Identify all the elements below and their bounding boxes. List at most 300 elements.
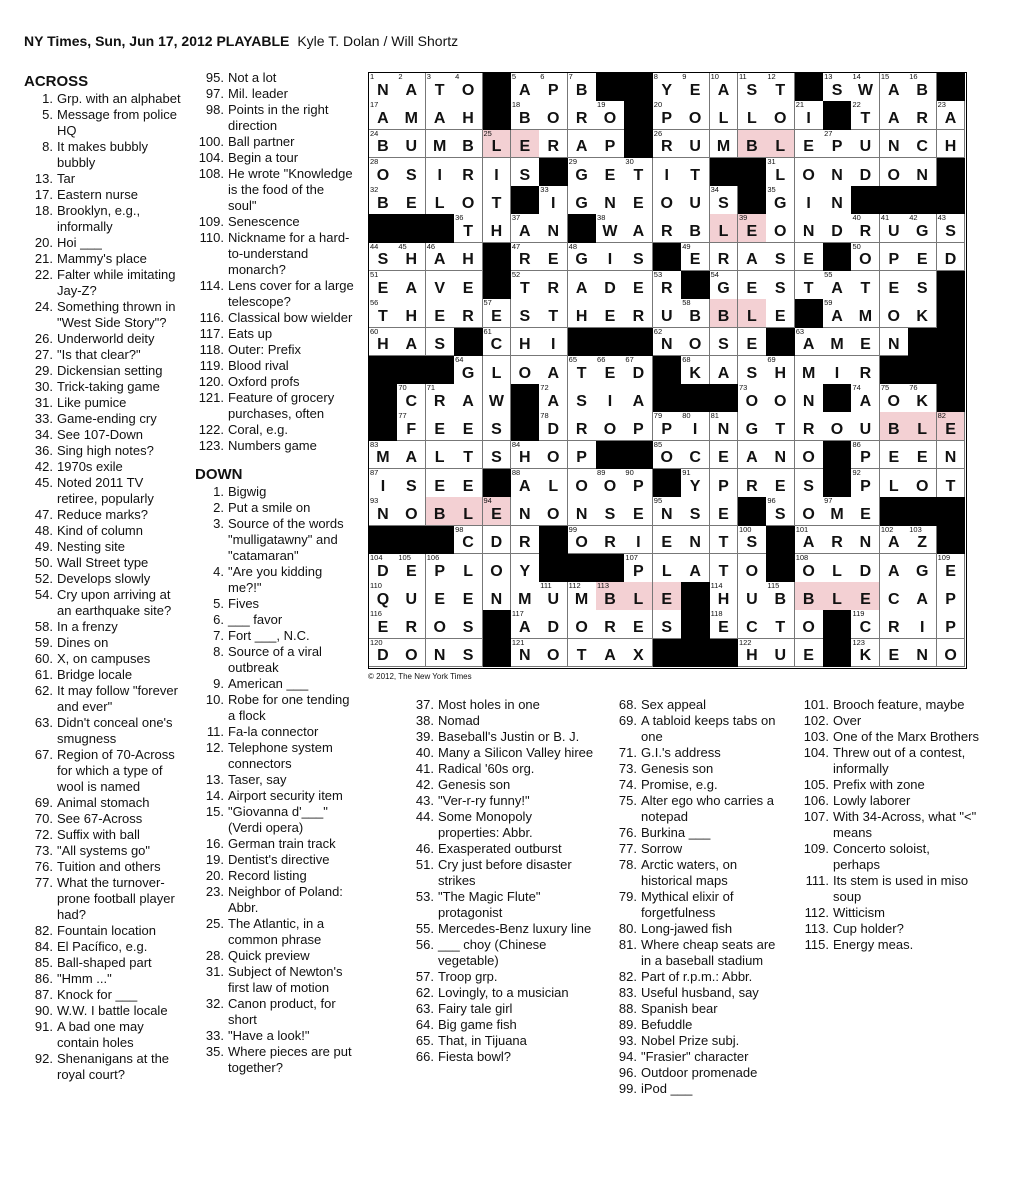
grid-cell[interactable] bbox=[908, 243, 937, 272]
grid-cell[interactable] bbox=[795, 243, 824, 272]
clue-item[interactable] bbox=[24, 955, 184, 971]
grid-cell[interactable] bbox=[738, 130, 767, 159]
grid-cell[interactable] bbox=[539, 384, 568, 413]
grid-cell[interactable] bbox=[568, 299, 597, 328]
grid-cell[interactable] bbox=[766, 186, 795, 215]
grid-cell[interactable] bbox=[766, 214, 795, 243]
grid-cell[interactable] bbox=[369, 328, 398, 357]
grid-cell[interactable] bbox=[426, 610, 455, 639]
grid-cell[interactable] bbox=[710, 554, 739, 583]
grid-cell[interactable] bbox=[369, 582, 398, 611]
clue-item[interactable] bbox=[405, 793, 595, 809]
grid-cell[interactable] bbox=[653, 328, 682, 357]
clue-item[interactable] bbox=[195, 484, 355, 500]
grid-cell[interactable] bbox=[624, 526, 653, 555]
clue-item[interactable] bbox=[195, 1044, 355, 1076]
grid-cell[interactable] bbox=[681, 554, 710, 583]
clue-item[interactable] bbox=[24, 747, 184, 795]
grid-cell[interactable] bbox=[596, 384, 625, 413]
grid-cell[interactable] bbox=[851, 526, 880, 555]
grid-cell[interactable] bbox=[653, 271, 682, 300]
grid-cell[interactable] bbox=[653, 412, 682, 441]
grid-cell[interactable] bbox=[710, 130, 739, 159]
grid-cell[interactable] bbox=[511, 582, 540, 611]
grid-cell[interactable] bbox=[710, 469, 739, 498]
grid-cell[interactable] bbox=[369, 469, 398, 498]
clue-item[interactable] bbox=[608, 985, 788, 1001]
grid-cell[interactable] bbox=[738, 554, 767, 583]
grid-cell[interactable] bbox=[596, 639, 625, 668]
grid-cell[interactable] bbox=[426, 554, 455, 583]
grid-cell[interactable] bbox=[596, 214, 625, 243]
grid-cell[interactable] bbox=[426, 412, 455, 441]
grid-cell[interactable] bbox=[596, 497, 625, 526]
grid-cell[interactable] bbox=[681, 299, 710, 328]
grid-cell[interactable] bbox=[766, 356, 795, 385]
grid-cell[interactable] bbox=[766, 271, 795, 300]
grid-cell[interactable] bbox=[851, 469, 880, 498]
grid-cell[interactable] bbox=[851, 299, 880, 328]
grid-cell[interactable] bbox=[908, 582, 937, 611]
grid-cell[interactable] bbox=[795, 639, 824, 668]
grid-cell[interactable] bbox=[653, 73, 682, 102]
clue-item[interactable] bbox=[24, 523, 184, 539]
clue-item[interactable] bbox=[405, 1049, 595, 1065]
grid-cell[interactable] bbox=[369, 158, 398, 187]
grid-cell[interactable] bbox=[568, 73, 597, 102]
clue-item[interactable] bbox=[24, 587, 184, 619]
clue-item[interactable] bbox=[405, 697, 595, 713]
clue-item[interactable] bbox=[24, 459, 184, 475]
clue-item[interactable] bbox=[24, 395, 184, 411]
grid-cell[interactable] bbox=[681, 214, 710, 243]
clue-item[interactable] bbox=[405, 921, 595, 937]
grid-cell[interactable] bbox=[539, 130, 568, 159]
grid-cell[interactable] bbox=[738, 441, 767, 470]
grid-cell[interactable] bbox=[851, 610, 880, 639]
grid-cell[interactable] bbox=[426, 73, 455, 102]
clue-item[interactable] bbox=[24, 267, 184, 299]
grid-cell[interactable] bbox=[823, 271, 852, 300]
grid-cell[interactable] bbox=[681, 328, 710, 357]
grid-cell[interactable] bbox=[454, 441, 483, 470]
grid-cell[interactable] bbox=[937, 554, 966, 583]
grid-cell[interactable] bbox=[596, 101, 625, 130]
clue-item[interactable] bbox=[24, 683, 184, 715]
grid-cell[interactable] bbox=[908, 299, 937, 328]
grid-cell[interactable] bbox=[710, 271, 739, 300]
clue-item[interactable] bbox=[24, 187, 184, 203]
grid-cell[interactable] bbox=[483, 582, 512, 611]
grid-cell[interactable] bbox=[539, 186, 568, 215]
grid-cell[interactable] bbox=[511, 441, 540, 470]
grid-cell[interactable] bbox=[681, 469, 710, 498]
grid-cell[interactable] bbox=[596, 526, 625, 555]
grid-cell[interactable] bbox=[397, 130, 426, 159]
grid-cell[interactable] bbox=[454, 186, 483, 215]
grid-cell[interactable] bbox=[795, 328, 824, 357]
clue-item[interactable] bbox=[24, 379, 184, 395]
grid-cell[interactable] bbox=[539, 639, 568, 668]
grid-cell[interactable] bbox=[596, 243, 625, 272]
grid-cell[interactable] bbox=[653, 610, 682, 639]
grid-cell[interactable] bbox=[880, 214, 909, 243]
clue-item[interactable] bbox=[195, 102, 355, 134]
grid-cell[interactable] bbox=[511, 328, 540, 357]
grid-cell[interactable] bbox=[738, 243, 767, 272]
grid-cell[interactable] bbox=[908, 101, 937, 130]
grid-cell[interactable] bbox=[738, 639, 767, 668]
clue-item[interactable] bbox=[405, 809, 595, 841]
grid-cell[interactable] bbox=[454, 610, 483, 639]
clue-item[interactable] bbox=[195, 692, 355, 724]
grid-cell[interactable] bbox=[880, 441, 909, 470]
grid-cell[interactable] bbox=[369, 554, 398, 583]
clue-item[interactable] bbox=[24, 1019, 184, 1051]
grid-cell[interactable] bbox=[681, 497, 710, 526]
grid-cell[interactable] bbox=[454, 299, 483, 328]
grid-cell[interactable] bbox=[766, 130, 795, 159]
clue-item[interactable] bbox=[405, 841, 595, 857]
grid-cell[interactable] bbox=[397, 610, 426, 639]
grid-cell[interactable] bbox=[511, 243, 540, 272]
grid-cell[interactable] bbox=[823, 130, 852, 159]
grid-cell[interactable] bbox=[851, 130, 880, 159]
grid-cell[interactable] bbox=[483, 526, 512, 555]
grid-cell[interactable] bbox=[710, 186, 739, 215]
grid-cell[interactable] bbox=[624, 412, 653, 441]
grid-cell[interactable] bbox=[454, 412, 483, 441]
clue-item[interactable] bbox=[195, 342, 355, 358]
grid-cell[interactable] bbox=[568, 526, 597, 555]
clue-item[interactable] bbox=[24, 971, 184, 987]
clue-item[interactable] bbox=[195, 278, 355, 310]
grid-cell[interactable] bbox=[369, 271, 398, 300]
grid-cell[interactable] bbox=[426, 186, 455, 215]
grid-cell[interactable] bbox=[681, 441, 710, 470]
clue-item[interactable] bbox=[195, 884, 355, 916]
grid-cell[interactable] bbox=[937, 412, 966, 441]
grid-cell[interactable] bbox=[880, 328, 909, 357]
clue-item[interactable] bbox=[195, 564, 355, 596]
grid-cell[interactable] bbox=[937, 101, 966, 130]
grid-cell[interactable] bbox=[397, 299, 426, 328]
clue-item[interactable] bbox=[195, 438, 355, 454]
grid-cell[interactable] bbox=[653, 526, 682, 555]
clue-item[interactable] bbox=[24, 715, 184, 747]
grid-cell[interactable] bbox=[454, 243, 483, 272]
clue-item[interactable] bbox=[195, 310, 355, 326]
clue-item[interactable] bbox=[24, 795, 184, 811]
grid-cell[interactable] bbox=[426, 639, 455, 668]
grid-cell[interactable] bbox=[738, 610, 767, 639]
clue-item[interactable] bbox=[24, 875, 184, 923]
grid-cell[interactable] bbox=[653, 497, 682, 526]
clue-item[interactable] bbox=[195, 230, 355, 278]
clue-item[interactable] bbox=[24, 139, 184, 171]
clue-item[interactable] bbox=[405, 1001, 595, 1017]
grid-cell[interactable] bbox=[624, 469, 653, 498]
grid-cell[interactable] bbox=[624, 384, 653, 413]
clue-item[interactable] bbox=[195, 166, 355, 214]
clue-item[interactable] bbox=[195, 612, 355, 628]
grid-cell[interactable] bbox=[539, 271, 568, 300]
grid-cell[interactable] bbox=[710, 299, 739, 328]
grid-cell[interactable] bbox=[624, 639, 653, 668]
clue-item[interactable] bbox=[24, 475, 184, 507]
grid-cell[interactable] bbox=[908, 639, 937, 668]
grid-cell[interactable] bbox=[568, 610, 597, 639]
clue-item[interactable] bbox=[195, 804, 355, 836]
grid-cell[interactable] bbox=[766, 639, 795, 668]
grid-cell[interactable] bbox=[624, 356, 653, 385]
grid-cell[interactable] bbox=[568, 384, 597, 413]
clue-item[interactable] bbox=[405, 713, 595, 729]
grid-cell[interactable] bbox=[397, 271, 426, 300]
grid-cell[interactable] bbox=[624, 554, 653, 583]
grid-cell[interactable] bbox=[738, 214, 767, 243]
clue-item[interactable] bbox=[195, 772, 355, 788]
grid-cell[interactable] bbox=[851, 356, 880, 385]
clue-item[interactable] bbox=[405, 777, 595, 793]
grid-cell[interactable] bbox=[937, 243, 966, 272]
grid-cell[interactable] bbox=[369, 73, 398, 102]
grid-cell[interactable] bbox=[596, 130, 625, 159]
grid-cell[interactable] bbox=[511, 356, 540, 385]
grid-cell[interactable] bbox=[795, 271, 824, 300]
clue-item[interactable] bbox=[405, 745, 595, 761]
grid-cell[interactable] bbox=[454, 158, 483, 187]
clue-item[interactable] bbox=[608, 841, 788, 857]
grid-cell[interactable] bbox=[511, 73, 540, 102]
clue-item[interactable] bbox=[195, 740, 355, 772]
clue-item[interactable] bbox=[24, 171, 184, 187]
grid-cell[interactable] bbox=[539, 356, 568, 385]
grid-cell[interactable] bbox=[483, 299, 512, 328]
grid-cell[interactable] bbox=[369, 299, 398, 328]
clue-item[interactable] bbox=[195, 1028, 355, 1044]
grid-cell[interactable] bbox=[880, 73, 909, 102]
grid-cell[interactable] bbox=[653, 441, 682, 470]
clue-item[interactable] bbox=[608, 889, 788, 921]
grid-cell[interactable] bbox=[539, 328, 568, 357]
grid-cell[interactable] bbox=[426, 299, 455, 328]
clue-item[interactable] bbox=[405, 889, 595, 921]
grid-cell[interactable] bbox=[596, 582, 625, 611]
grid-cell[interactable] bbox=[624, 299, 653, 328]
clue-item[interactable] bbox=[24, 1003, 184, 1019]
clue-item[interactable] bbox=[405, 1017, 595, 1033]
grid-cell[interactable] bbox=[568, 101, 597, 130]
grid-cell[interactable] bbox=[710, 101, 739, 130]
grid-cell[interactable] bbox=[483, 384, 512, 413]
grid-cell[interactable] bbox=[908, 526, 937, 555]
grid-cell[interactable] bbox=[454, 639, 483, 668]
clue-item[interactable] bbox=[405, 857, 595, 889]
grid-cell[interactable] bbox=[568, 582, 597, 611]
grid-cell[interactable] bbox=[738, 299, 767, 328]
grid-cell[interactable] bbox=[454, 214, 483, 243]
grid-cell[interactable] bbox=[568, 469, 597, 498]
clue-item[interactable] bbox=[195, 150, 355, 166]
grid-cell[interactable] bbox=[483, 328, 512, 357]
grid-cell[interactable] bbox=[568, 130, 597, 159]
grid-cell[interactable] bbox=[483, 441, 512, 470]
grid-cell[interactable] bbox=[454, 469, 483, 498]
grid-cell[interactable] bbox=[454, 271, 483, 300]
grid-cell[interactable] bbox=[823, 356, 852, 385]
grid-cell[interactable] bbox=[397, 73, 426, 102]
clue-item[interactable] bbox=[608, 937, 788, 969]
grid-cell[interactable] bbox=[426, 497, 455, 526]
grid-cell[interactable] bbox=[511, 497, 540, 526]
clue-item[interactable] bbox=[195, 852, 355, 868]
grid-cell[interactable] bbox=[624, 582, 653, 611]
grid-cell[interactable] bbox=[511, 214, 540, 243]
clue-item[interactable] bbox=[24, 651, 184, 667]
grid-cell[interactable] bbox=[369, 441, 398, 470]
clue-item[interactable] bbox=[24, 1051, 184, 1083]
grid-cell[interactable] bbox=[795, 610, 824, 639]
clue-item[interactable] bbox=[24, 427, 184, 443]
grid-cell[interactable] bbox=[568, 186, 597, 215]
grid-cell[interactable] bbox=[397, 582, 426, 611]
grid-cell[interactable] bbox=[397, 497, 426, 526]
grid-cell[interactable] bbox=[511, 299, 540, 328]
grid-cell[interactable] bbox=[851, 243, 880, 272]
grid-cell[interactable] bbox=[710, 328, 739, 357]
clue-item[interactable] bbox=[195, 326, 355, 342]
grid-cell[interactable] bbox=[397, 412, 426, 441]
grid-cell[interactable] bbox=[766, 469, 795, 498]
clue-item[interactable] bbox=[608, 1049, 788, 1065]
grid-cell[interactable] bbox=[539, 243, 568, 272]
clue-item[interactable] bbox=[24, 507, 184, 523]
grid-cell[interactable] bbox=[426, 469, 455, 498]
grid-cell[interactable] bbox=[653, 554, 682, 583]
clue-item[interactable] bbox=[608, 857, 788, 889]
grid-cell[interactable] bbox=[596, 158, 625, 187]
grid-cell[interactable] bbox=[880, 130, 909, 159]
grid-cell[interactable] bbox=[397, 469, 426, 498]
grid-cell[interactable] bbox=[795, 214, 824, 243]
grid-cell[interactable] bbox=[766, 158, 795, 187]
grid-cell[interactable] bbox=[653, 186, 682, 215]
grid-cell[interactable] bbox=[851, 384, 880, 413]
grid-cell[interactable] bbox=[454, 101, 483, 130]
clue-item[interactable] bbox=[24, 91, 184, 107]
clue-item[interactable] bbox=[24, 107, 184, 139]
clue-item[interactable] bbox=[195, 358, 355, 374]
grid-cell[interactable] bbox=[511, 101, 540, 130]
grid-cell[interactable] bbox=[738, 356, 767, 385]
grid-cell[interactable] bbox=[426, 271, 455, 300]
clue-item[interactable] bbox=[608, 761, 788, 777]
clue-item[interactable] bbox=[800, 841, 980, 873]
grid-cell[interactable] bbox=[511, 130, 540, 159]
grid-cell[interactable] bbox=[426, 158, 455, 187]
clue-item[interactable] bbox=[608, 777, 788, 793]
grid-cell[interactable] bbox=[880, 469, 909, 498]
grid-cell[interactable] bbox=[454, 384, 483, 413]
clue-item[interactable] bbox=[195, 644, 355, 676]
grid-cell[interactable] bbox=[568, 271, 597, 300]
grid-cell[interactable] bbox=[851, 158, 880, 187]
grid-cell[interactable] bbox=[880, 158, 909, 187]
clue-item[interactable] bbox=[24, 299, 184, 331]
grid-cell[interactable] bbox=[823, 158, 852, 187]
grid-cell[interactable] bbox=[539, 214, 568, 243]
grid-cell[interactable] bbox=[483, 214, 512, 243]
grid-cell[interactable] bbox=[511, 554, 540, 583]
grid-cell[interactable] bbox=[539, 441, 568, 470]
grid-cell[interactable] bbox=[511, 158, 540, 187]
grid-cell[interactable] bbox=[483, 158, 512, 187]
crossword-grid[interactable] bbox=[368, 72, 967, 669]
grid-cell[interactable] bbox=[596, 271, 625, 300]
grid-cell[interactable] bbox=[908, 441, 937, 470]
grid-cell[interactable] bbox=[397, 158, 426, 187]
grid-cell[interactable] bbox=[681, 130, 710, 159]
grid-cell[interactable] bbox=[738, 73, 767, 102]
grid-cell[interactable] bbox=[937, 469, 966, 498]
clue-item[interactable] bbox=[608, 1001, 788, 1017]
clue-item[interactable] bbox=[195, 948, 355, 964]
grid-cell[interactable] bbox=[483, 554, 512, 583]
grid-cell[interactable] bbox=[795, 412, 824, 441]
grid-cell[interactable] bbox=[369, 101, 398, 130]
grid-cell[interactable] bbox=[596, 186, 625, 215]
clue-item[interactable] bbox=[405, 985, 595, 1001]
grid-cell[interactable] bbox=[766, 610, 795, 639]
grid-cell[interactable] bbox=[908, 412, 937, 441]
grid-cell[interactable] bbox=[851, 497, 880, 526]
clue-item[interactable] bbox=[195, 788, 355, 804]
grid-cell[interactable] bbox=[823, 554, 852, 583]
clue-item[interactable] bbox=[195, 724, 355, 740]
grid-cell[interactable] bbox=[851, 271, 880, 300]
clue-item[interactable] bbox=[405, 1033, 595, 1049]
clue-item[interactable] bbox=[24, 331, 184, 347]
grid-cell[interactable] bbox=[426, 328, 455, 357]
clue-item[interactable] bbox=[800, 745, 980, 777]
clue-item[interactable] bbox=[195, 214, 355, 230]
grid-cell[interactable] bbox=[880, 384, 909, 413]
grid-cell[interactable] bbox=[681, 526, 710, 555]
grid-cell[interactable] bbox=[880, 412, 909, 441]
grid-cell[interactable] bbox=[426, 384, 455, 413]
grid-cell[interactable] bbox=[908, 469, 937, 498]
grid-cell[interactable] bbox=[539, 299, 568, 328]
grid-cell[interactable] bbox=[624, 610, 653, 639]
clue-item[interactable] bbox=[195, 836, 355, 852]
grid-cell[interactable] bbox=[766, 497, 795, 526]
clue-item[interactable] bbox=[24, 411, 184, 427]
grid-cell[interactable] bbox=[851, 214, 880, 243]
clue-item[interactable] bbox=[405, 761, 595, 777]
clue-item[interactable] bbox=[195, 628, 355, 644]
clue-item[interactable] bbox=[800, 905, 980, 921]
grid-cell[interactable] bbox=[397, 243, 426, 272]
clue-item[interactable] bbox=[195, 422, 355, 438]
grid-cell[interactable] bbox=[624, 186, 653, 215]
clue-item[interactable] bbox=[24, 843, 184, 859]
clue-item[interactable] bbox=[24, 443, 184, 459]
clue-item[interactable] bbox=[800, 793, 980, 809]
grid-cell[interactable] bbox=[795, 130, 824, 159]
grid-cell[interactable] bbox=[539, 610, 568, 639]
grid-cell[interactable] bbox=[539, 469, 568, 498]
